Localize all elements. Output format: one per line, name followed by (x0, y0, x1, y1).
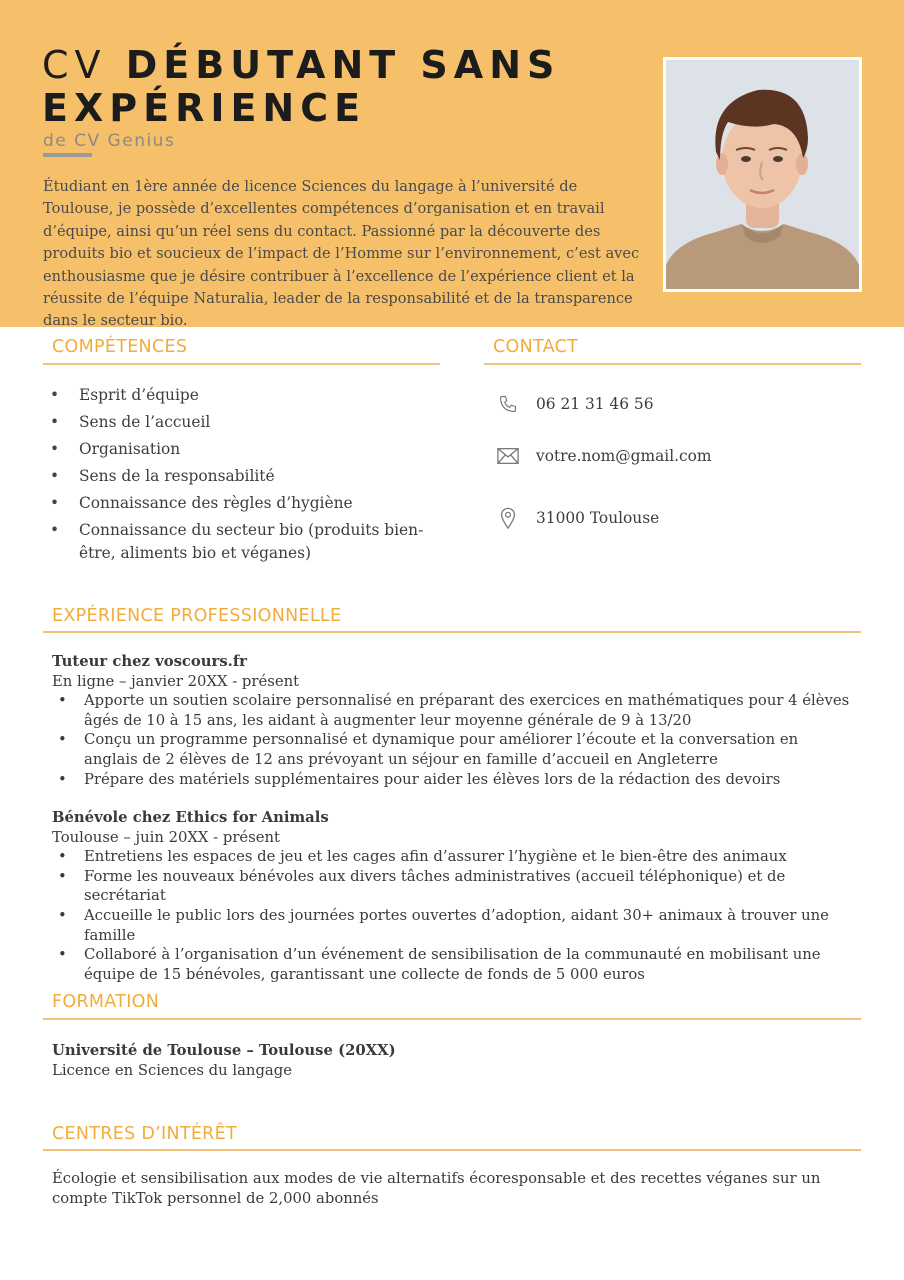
contact-location-row (497, 507, 659, 529)
education-title: FORMATION (52, 992, 160, 1012)
phone-icon (497, 393, 519, 415)
job-entry (52, 808, 852, 984)
interests-title: CENTRES D’INTÉRÊT (52, 1124, 237, 1144)
job-entry (52, 652, 852, 789)
job-bullet: • Prépare des matériels supplémentaires pour aider les élèves lors de la rédaction des devoirs (52, 770, 852, 790)
subtitle: de CV Genius (43, 131, 176, 151)
skill-item: • Connaissance des règles d’hygiène (43, 492, 443, 515)
contact-title: CONTACT (493, 337, 579, 357)
job-title: Tuteur chez voscours.fr (52, 653, 247, 670)
title-line-2: EXPÉRIENCE (42, 86, 367, 130)
contact-phone[interactable]: 06 21 31 46 56 (536, 395, 654, 413)
job-meta: Toulouse – juin 20XX - présent (52, 828, 281, 846)
page-title (42, 44, 560, 130)
job-title: Bénévole chez Ethics for Animals (52, 809, 329, 826)
skill-item: • Organisation (43, 438, 443, 461)
job-bullet: • Conçu un programme personnalisé et dynamique pour améliorer l’écoute et la conversation en anglais de 2 élèves de 12 ans prévoyant un séjour en famille d’accueil en Angleterre (52, 730, 852, 769)
education-school: Université de Toulouse – Toulouse (20XX) (52, 1042, 396, 1059)
contact-divider (484, 363, 861, 365)
contact-email[interactable]: votre.nom@gmail.com (536, 447, 712, 465)
skills-title: COMPÉTENCES (52, 337, 188, 357)
contact-email-row (497, 445, 712, 467)
skill-item: • Esprit d’équipe (43, 384, 443, 407)
envelope-icon (497, 445, 519, 467)
job-bullet: • Entretiens les espaces de jeu et les cages afin d’assurer l’hygiène et le bien-être des animaux (52, 847, 852, 867)
skills-divider (43, 363, 440, 365)
job-bullet: • Apporte un soutien scolaire personnalisé en préparant des exercices en mathématiques pour 4 élèves âgés de 10 à 15 ans, les aidant à augmenter leur moyenne générale de 9 à 13/20 (52, 691, 852, 730)
education-degree: Licence en Sciences du langage (52, 1062, 292, 1079)
skill-item: • Sens de l’accueil (43, 411, 443, 434)
interests-divider (43, 1149, 861, 1151)
subtitle-underline (43, 153, 92, 157)
job-bullet: • Accueille le public lors des journées portes ouvertes d’adoption, aidant 30+ animaux à trouver une famille (52, 906, 852, 945)
portrait-illustration (666, 60, 859, 289)
interests-text: Écologie et sensibilisation aux modes de vie alternatifs écoresponsable et des recettes véganes sur un compte TikTok personnel de 2,000 abonnés (52, 1170, 821, 1207)
profile-summary: Étudiant en 1ère année de licence Sciences du langage à l’université de Toulouse, je possède d’excellentes compétences d’organisation et en travail d’équipe, ainsi qu’un réel sens du contact. Passionné par la découverte des produits bio et soucieux de l’impact de l’Homme sur l’environnement, c’est avec enthousiasme que je désire contribuer à l’excellence de l’expérience client et la réussite de l’équipe Naturalia, leader de la responsabilité et de la transparence dans le secteur bio. (43, 178, 640, 330)
title-cv: CV (42, 43, 107, 87)
skill-item: • Sens de la responsabilité (43, 465, 443, 488)
contact-phone-row (497, 393, 654, 415)
experience-title: EXPÉRIENCE PROFESSIONNELLE (52, 606, 342, 626)
experience-divider (43, 631, 861, 633)
job-bullets (52, 691, 852, 789)
education-divider (43, 1018, 861, 1020)
skills-list (43, 384, 443, 564)
profile-photo (663, 57, 862, 292)
job-meta: En ligne – janvier 20XX - présent (52, 672, 300, 690)
location-pin-icon (497, 507, 519, 529)
job-bullet: • Collaboré à l’organisation d’un événement de sensibilisation de la communauté en mobilisant une équipe de 15 bénévoles, garantissant une collecte de fonds de 5 000 euros (52, 945, 852, 984)
job-bullet: • Forme les nouveaux bénévoles aux divers tâches administratives (accueil téléphonique) et de secrétariat (52, 867, 852, 906)
skill-item: • Connaissance du secteur bio (produits bien-être, aliments bio et véganes) (43, 519, 443, 564)
job-bullets (52, 847, 852, 984)
education-entry (52, 1041, 396, 1081)
contact-location: 31000 Toulouse (536, 509, 660, 527)
title-line-1: DÉBUTANT SANS (125, 43, 561, 87)
